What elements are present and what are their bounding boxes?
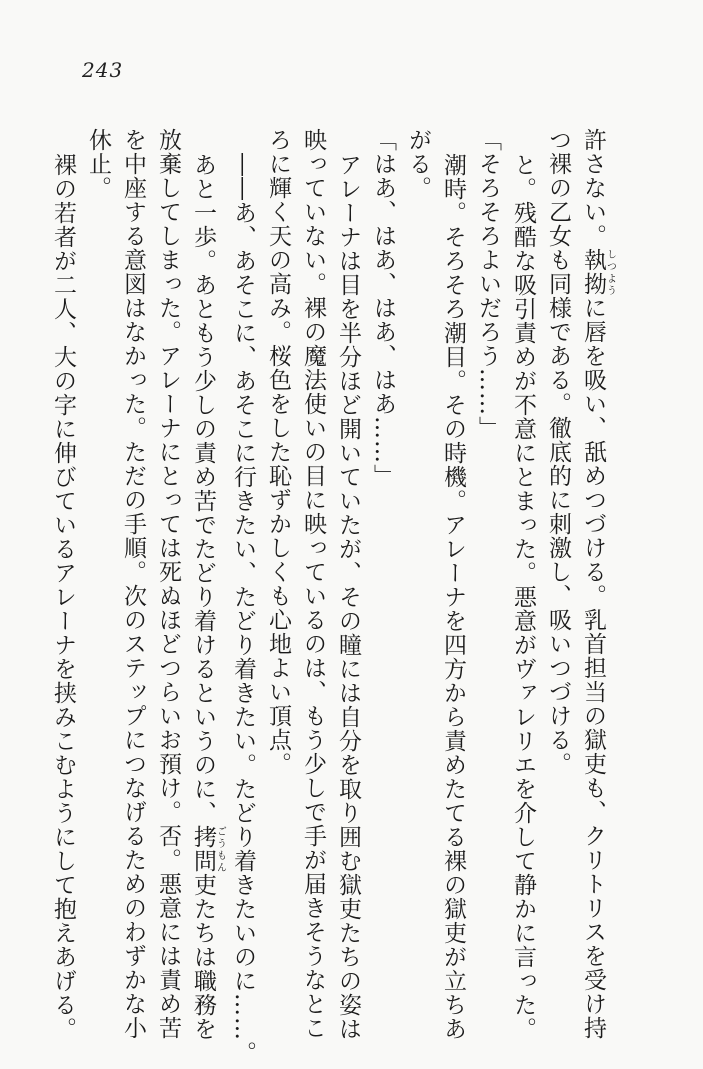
text-column: を中座する意図はなかった。ただの手順。次のステップにつなげるためのわずかな小: [120, 128, 146, 1040]
furigana-annotated-word: 拷問ごうもん: [190, 825, 226, 873]
text-column: 映っていない。裸の魔法使いの目に映っているのは、もう少しで手が届きそうなとこ: [300, 128, 326, 1040]
text-column: 放棄してしまった。アレーナにとっては死ぬほどつらいお預け。否。悪意には責め苦: [155, 128, 181, 1040]
furigana-annotated-word: 執拗しつよう: [580, 248, 616, 296]
page-number: 243: [82, 58, 124, 82]
text-columns: [50, 128, 616, 1065]
text-column: あと一歩。あともう少しの責め苦でたどり着けるというのに、拷問ごうもん吏たちは職務を: [190, 153, 226, 1041]
text-column: 裸の若者が二人、大の字に伸びているアレーナを挟みこむようにして抱えあげる。: [50, 153, 76, 1041]
text-column: つ裸の乙女も同様である。徹底的に刺激し、吸いつづける。: [545, 128, 571, 776]
text-column: 潮時。そろそろ潮目。その時機。アレーナを四方から責めたてる裸の獄吏が立ちあ: [440, 153, 466, 1041]
text-column: と。残酷な吸引責めが不意にとまった。悪意がヴァレリエを介して静かに言った。: [510, 153, 536, 1041]
text-column: 許さない。執拗しつように唇を吸い、舐めつづける。乳首担当の獄吏も、クリトリスを受け持: [580, 128, 616, 1040]
text-column: ――あ、あそこに、あそこに行きたい、たどり着きたい。たどり着きたいのに……。: [230, 153, 256, 1065]
text-column: アレーナは目を半分ほど開いていたが、その瞳には自分を取り囲む獄吏たちの姿は: [335, 153, 361, 1041]
text-column: 「そろそろよいだろう……」: [475, 128, 501, 440]
text-column: 「はあ、はあ、はあ、はあ……」: [370, 128, 396, 488]
text-column: がる。: [405, 128, 431, 200]
text-column: 休止。: [85, 128, 111, 200]
text-column: ろに輝く天の高み。桜色をした恥ずかしくも心地よい頂点。: [265, 128, 291, 776]
